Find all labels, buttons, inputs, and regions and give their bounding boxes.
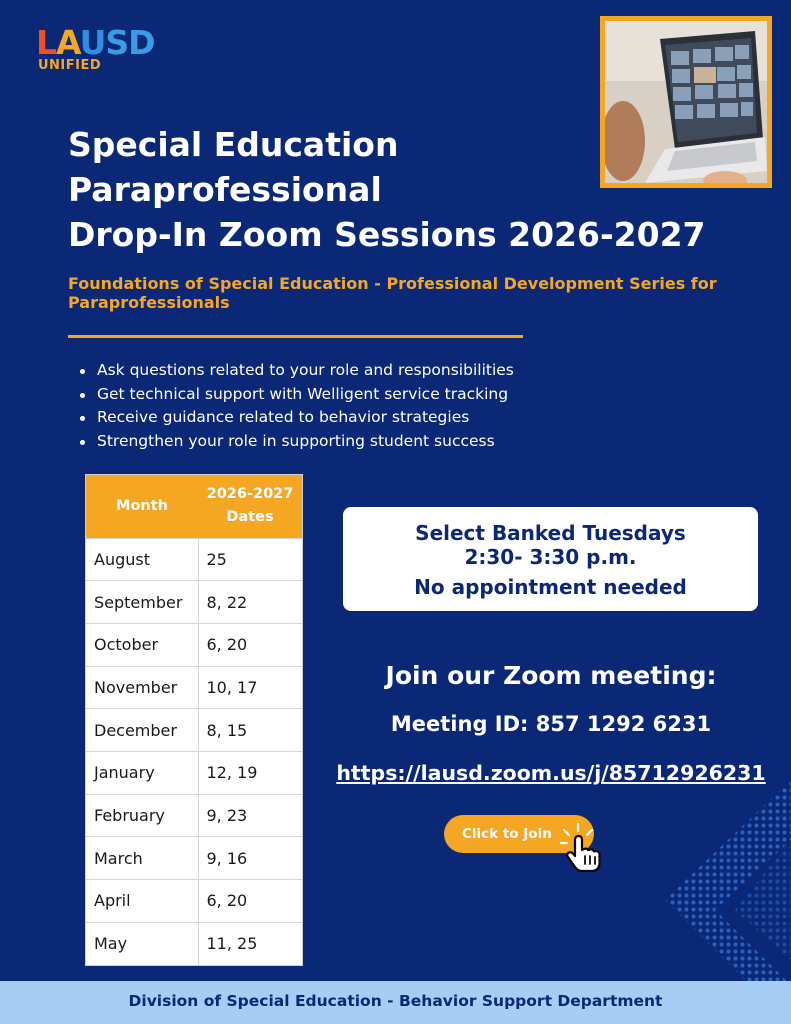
dates-cell: 9, 16 [198, 837, 302, 880]
page-title [68, 122, 708, 257]
month-cell: November [86, 666, 198, 709]
month-cell: December [86, 709, 198, 752]
hand-pointer-icon [560, 822, 606, 872]
zoom-link[interactable]: https://lausd.zoom.us/j/85712926231 [336, 761, 766, 785]
divider-rule [68, 335, 523, 338]
logo-letter-l: L [36, 23, 57, 62]
dates-cell: 25 [198, 538, 302, 581]
decorative-dot-pattern [655, 780, 791, 990]
logo-letters [36, 23, 186, 62]
click-to-join-button[interactable]: Click to Join [444, 815, 594, 853]
lausd-logo [36, 23, 186, 76]
dates-cell: 11, 25 [198, 922, 302, 965]
month-cell: October [86, 623, 198, 666]
logo-subtext: UNIFIED [38, 58, 102, 73]
list-item: Get technical support with Welligent service tracking [78, 383, 678, 407]
benefits-list [78, 359, 678, 453]
logo-letters-sd: SD [105, 23, 155, 62]
dates-column-header [198, 475, 302, 538]
dates-cell: 8, 22 [198, 581, 302, 624]
table-row [86, 837, 302, 880]
list-item: Ask questions related to your role and responsibilities [78, 359, 678, 383]
list-item: Strengthen your role in supporting student success [78, 430, 678, 454]
footer-department: Division of Special Education - Behavior Support Department [0, 981, 791, 1024]
table-row [86, 751, 302, 794]
dates-header-line-1: 2026-2027 [206, 486, 294, 503]
banked-line-1: Select Banked Tuesdays [415, 521, 686, 545]
logo-letter-a: A [56, 23, 80, 62]
zoom-heading: Join our Zoom meeting: [385, 661, 717, 690]
dates-cell: 6, 20 [198, 623, 302, 666]
meeting-id: Meeting ID: 857 1292 6231 [390, 712, 712, 736]
title-line-1: Special Education [68, 125, 399, 164]
dates-cell: 9, 23 [198, 794, 302, 837]
table-row [86, 880, 302, 923]
series-subtitle: Foundations of Special Education - Professional Development Series for Paraprofessionals [68, 274, 717, 312]
month-cell: August [86, 538, 198, 581]
table-header-row [86, 475, 302, 538]
month-cell: March [86, 837, 198, 880]
dates-cell: 12, 19 [198, 751, 302, 794]
title-line-2: Paraprofessional [68, 170, 382, 209]
schedule-table [85, 474, 303, 966]
banked-time: 2:30- 3:30 p.m. [464, 545, 637, 569]
banked-tuesdays-box [343, 507, 758, 611]
title-line-3: Drop-In Zoom Sessions 2026-2027 [68, 215, 706, 254]
logo-letter-u: U [79, 23, 106, 62]
month-cell: February [86, 794, 198, 837]
dates-cell: 8, 15 [198, 709, 302, 752]
month-cell: May [86, 922, 198, 965]
month-cell: January [86, 751, 198, 794]
table-row [86, 922, 302, 965]
dates-cell: 6, 20 [198, 880, 302, 923]
table-row [86, 623, 302, 666]
month-cell: April [86, 880, 198, 923]
table-row [86, 709, 302, 752]
dates-header-line-2: Dates [226, 509, 274, 526]
table-row [86, 581, 302, 624]
month-cell: September [86, 581, 198, 624]
list-item: Receive guidance related to behavior strategies [78, 406, 678, 430]
table-row [86, 794, 302, 837]
table-row [86, 538, 302, 581]
table-row [86, 666, 302, 709]
month-column-header: Month [86, 475, 198, 538]
banked-no-appointment: No appointment needed [414, 575, 687, 599]
dates-cell: 10, 17 [198, 666, 302, 709]
